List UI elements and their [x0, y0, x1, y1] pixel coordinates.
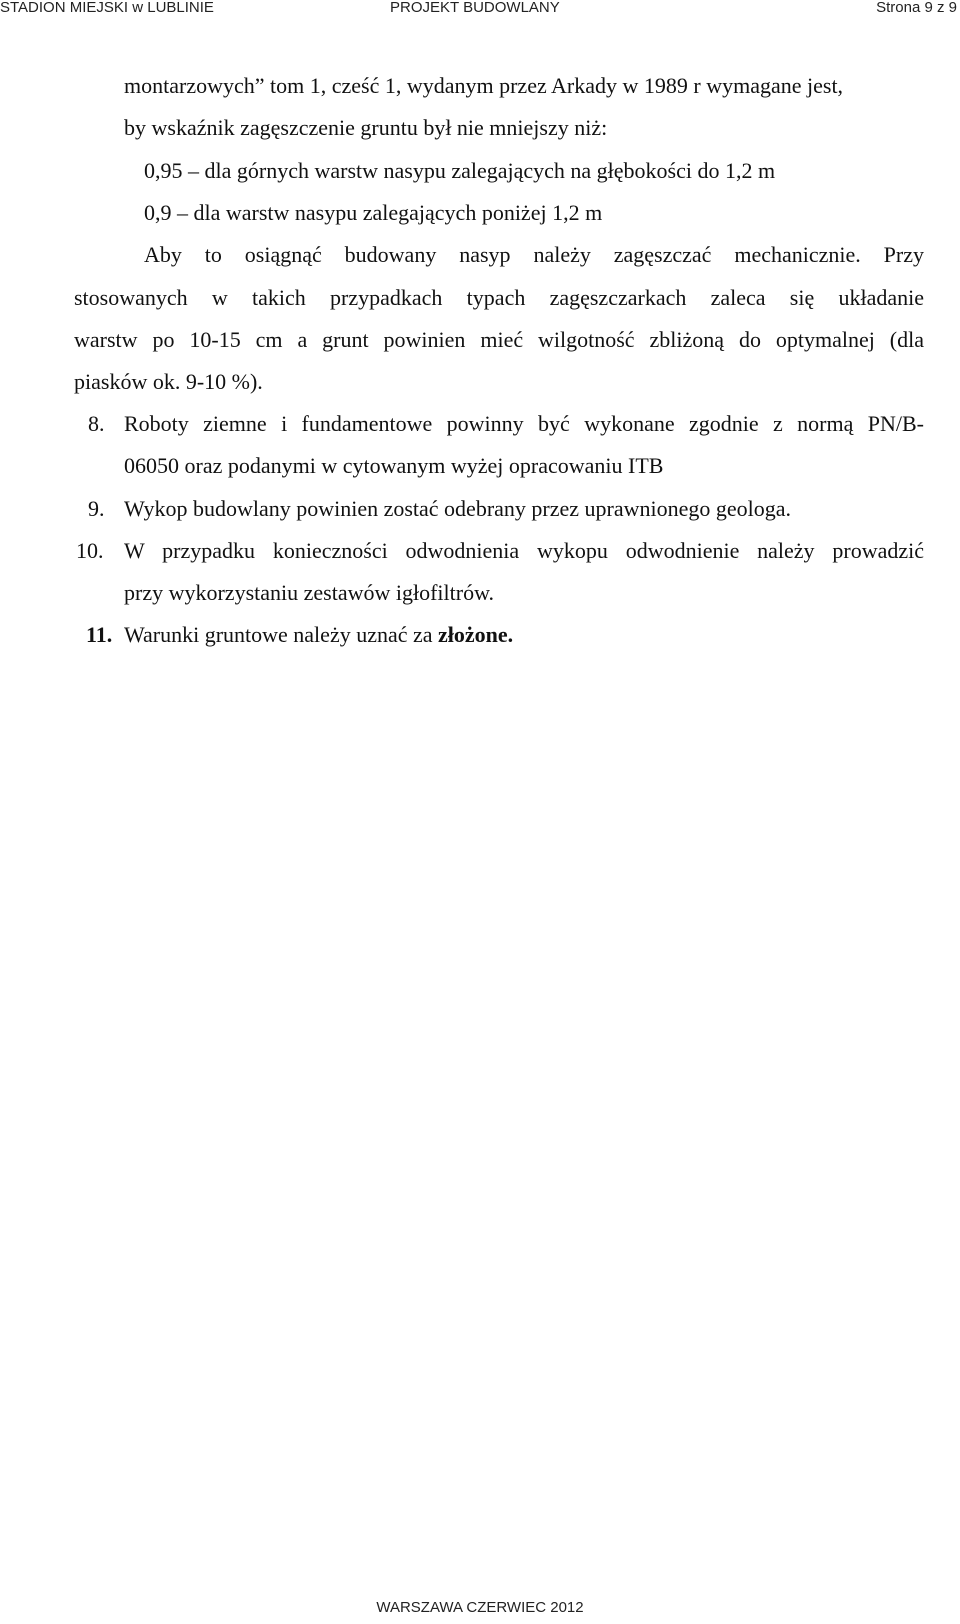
header-project-name: STADION MIEJSKI w LUBLINIE — [0, 0, 214, 16]
paragraph-line: Aby to osiągnąć budowany nasyp należy zagęszczać mechanicznie. Przy — [144, 242, 924, 267]
header-document-type: PROJEKT BUDOWLANY — [390, 0, 560, 16]
list-item-text-regular: Warunki gruntowe należy uznać za — [124, 622, 439, 647]
list-item-number: 8. — [88, 411, 105, 436]
list-item-text-bold: złożone. — [438, 622, 514, 647]
page-footer: WARSZAWA CZERWIEC 2012 — [376, 1599, 584, 1616]
list-item-text: Wykop budowlany powinien zostać odebrany przez uprawnionego geologa. — [124, 496, 792, 521]
header-page-number: Strona 9 z 9 — [876, 0, 957, 16]
page-header — [0, 0, 960, 30]
list-item-number: 11. — [86, 622, 113, 647]
requirement-item: 0,9 – dla warstw nasypu zalegających poniżej 1,2 m — [144, 200, 603, 225]
paragraph-line: piasków ok. 9-10 %). — [74, 369, 263, 394]
paragraph-line: montarzowych” tom 1, cześć 1, wydanym przez Arkady w 1989 r wymagane jest, — [124, 73, 844, 98]
list-item-number: 9. — [88, 496, 105, 521]
requirement-item: 0,95 – dla górnych warstw nasypu zalegających na głębokości do 1,2 m — [144, 158, 776, 183]
list-item-text: W przypadku konieczności odwodnienia wykopu odwodnienie należy prowadzić — [124, 538, 924, 563]
list-item-text: Roboty ziemne i fundamentowe powinny być wykonane zgodnie z normą PN/B- — [124, 411, 924, 436]
paragraph-line: stosowanych w takich przypadkach typach zagęszczarkach zaleca się układanie — [74, 285, 924, 310]
list-item-text: przy wykorzystaniu zestawów igłofiltrów. — [124, 580, 495, 605]
paragraph-line: warstw po 10-15 cm a grunt powinien mieć wilgotność zbliżoną do optymalnej (dla — [74, 327, 924, 352]
list-item-text: 06050 oraz podanymi w cytowanym wyżej opracowaniu ITB — [124, 453, 664, 478]
list-item-number: 10. — [76, 538, 104, 563]
list-item-text — [124, 622, 513, 648]
paragraph-line: by wskaźnik zagęszczenie gruntu był nie mniejszy niż: — [124, 115, 608, 140]
